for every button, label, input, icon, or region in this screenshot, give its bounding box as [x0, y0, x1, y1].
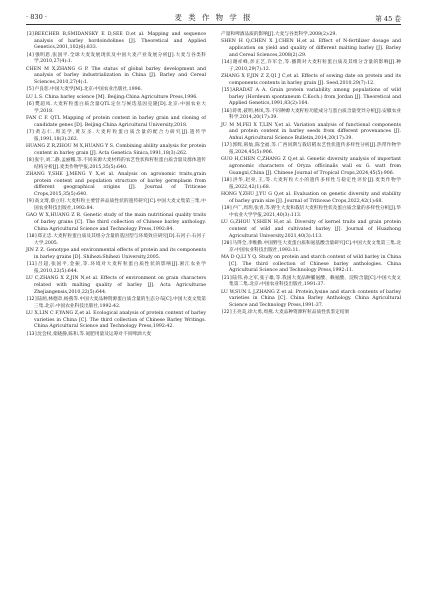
reference-entry [221, 39, 401, 59]
reference-entry [221, 123, 401, 143]
reference-entry [26, 130, 206, 143]
reference-number: [5] [26, 87, 35, 93]
reference-entry [221, 157, 401, 177]
reference-entry [221, 276, 401, 289]
reference-entry [26, 248, 206, 261]
reference-entry [221, 192, 401, 205]
reference-text: JIN Z Z. Genotype and environmental effects of protein and its components in barley grains [D]. Shihezi:Shihezi University,2005. [26, 248, 206, 260]
reference-entry [26, 87, 206, 94]
reference-entry [26, 144, 206, 157]
reference-number: [21] [221, 275, 233, 281]
reference-entry [26, 172, 206, 199]
reference-text: FAN C F. QTL Mapping of protein content in barley grain and cloning of candidate genes [D]. Beijing:China Agricultural University,2018. [26, 116, 206, 128]
reference-text: HUANG Z R,ZHOU M X,HUANG Y S. Combining ability analysis for protein content in barley grain [J]. Acta Genetica Sinica,1991,18(3):262. [26, 144, 206, 156]
reference-number: [14] [221, 60, 233, 65]
reference-entry [26, 102, 206, 115]
reference-number: [13] [26, 331, 38, 337]
reference-column-left [26, 32, 206, 339]
journal-title: 麦 类 作 物 学 报 [174, 13, 253, 22]
reference-text: 吕超,张国平,金振,等.环境对大麦籽粒蛋白质性状的影响[J].浙江农业学报,2010,22(5):644. [34, 262, 206, 274]
reference-number: [9] [26, 199, 35, 205]
reference-text: 马得全,李维勤.中国野生大麦蛋白质和氨基酸含量研究[C].中国大麦文集第三集.北京:中国农业科技出版社,1992:11. [229, 240, 401, 253]
reference-text: GAO W X,HUANG Z R. Genetic study of the main nutritional quality traits of barley grains [C]. The third collection of Chinese barley anthology. China Agricultural Science and Technology Press,1992:84. [26, 213, 206, 232]
reference-text: LU G,ZHOU Y,SHEN H,et al. Diversity of kernel traits and grain protein content of wild and cultivated barley [J]. Journal of Huazhong Agricultural University,2021,40(3):113. [221, 220, 401, 239]
reference-entry [26, 262, 206, 275]
reference-text: ZHANG X F,JIN Z Z,QI J C,et al. Effects of sowing date on protein and its components contents in barley grain [J]. Seed,2010,29(7):12. [221, 74, 401, 86]
reference-number: [17] [221, 143, 233, 149]
reference-text: BEECHER B,SMIDANSKY E D,SEE D,et al. Mapping and sequence analysis of barley hordoindolines [J]. Theoretical and Applied Genetics,2001,102(6):833. [34, 32, 206, 51]
reference-column-right [221, 32, 401, 318]
reference-entry [221, 220, 401, 240]
reference-entry [26, 332, 206, 339]
reference-text: 陆伟,孙之军,张子雄,等.我国大麦品种脯氨酸、赖氨酸、淀粉含量[C].中国大麦文集第二集.北京:中国农业科技出版社,1991:37. [229, 275, 401, 288]
reference-text: 郭辉,韩灿,陈全福,等.广西同期与栽培稻农艺性状遗传多样性分析[J].热带作物学报,2024,45(5):906. [229, 143, 401, 156]
reference-text: HONG Y,ZHU J,YU G Q,et al. Evaluation on genetic diversity and stability of barley grain size [J]. Journal of Triticeae Crops,2022,42(1):68. [221, 192, 401, 204]
reference-entry [221, 32, 401, 39]
reference-text: JU M M,FEI X T,LIN Y,et al. Variation analysis of functional components and protein content in barley seeds from different provenances [J]. Anhui Agricultural Science Bulletin,2014,20(17):39. [221, 122, 401, 142]
reference-entry [221, 241, 401, 254]
reference-text: SHEN H Q,CHEN X J,CHEN H,et al. Effect of N-fertilizer dosage and application on yield and quality of different malting barley [J]. Barley and Cereal Sciences,2008(2):29. [221, 39, 401, 58]
reference-text: 郑正忠.大麦籽粒蛋白质及其组分含量的基因型与环境效应研究[D].石河子:石河子大学,2005. [34, 234, 206, 246]
reference-entry [221, 310, 401, 317]
reference-entry [221, 290, 401, 310]
reference-text: ZHANG Y,SHE J,MENG Y X,et al. Analysis on agronomic traits,grain protein content and population structure of barley germplasm from different geographical origins [J]. Journal of Triticeae Crops,2015,35(5):640. [26, 172, 206, 198]
reference-text: 陆炳,林德章,杨燕等.中国大麦品种资源蛋白质含量的生态分布[C].中国大麦文集第三集.北京:中国农业科技出版社,1992:42. [34, 296, 206, 309]
reference-entry [26, 158, 206, 171]
reference-number: [20] [221, 240, 233, 246]
reference-text: CHEN M X,ZHANG G P. The status of global barley development and analysis of barley industrialization in China [J]. Barley and Cereal Sciences,2010,27(4):1. [26, 66, 206, 86]
reference-text: 卢良恕.中国大麦学[M].北京:中国农业出版社,1996. [34, 87, 143, 93]
reference-entry [221, 109, 401, 122]
reference-entry [26, 276, 206, 296]
reference-text: 卢广,周玥,张青,等.野生大麦和栽培大麦籽粒性状及蛋白质含量的多样性分析[J].华中农业大学学报,2021,40(3):113. [229, 206, 401, 218]
reference-entry [26, 311, 206, 331]
reference-text: 沈会权,栾晓静,陈和,等.氮肥用量及运筹对不同啤酒大麦 [37, 331, 152, 337]
reference-number: [15] [221, 88, 233, 93]
reference-number: [16] [221, 108, 233, 114]
reference-entry [221, 206, 401, 219]
reference-entry [26, 297, 206, 310]
reference-text: 黄志仁,周美学,黄友圣.大麦籽粒蛋白质含量的配合力研究[J].遗传学报,1991,18(3):262. [34, 130, 206, 142]
reference-entry [221, 88, 401, 108]
reference-text: 王亮美,徐大勇,周燕.大麦品种资源籽粒品质性状鉴定结果 [232, 310, 350, 316]
reference-entry [26, 199, 206, 212]
reference-text: 张宇,刘二静,孟丽娜,等.不同来源大麦材料的农艺性状和籽粒蛋白质含量及群体遗传结构分析[J].麦类作物学报,2015,35(5):640. [34, 158, 206, 170]
reference-text: LU W,SUN L J,ZHANG Z et al. Protein,lysine and starch contents of barley varieties in China [C]. China Barley Anthology. China Agricultural Science and Technology Press,1991:37. [221, 289, 401, 308]
reference-entry [221, 143, 401, 156]
reference-text: MA D Q,LI Y Q. Study on protein and starch content of wild barley in China [C]. The third collection of Chinese barley anthologies. China Agricultural Science and Technology Press,1992:11. [221, 254, 401, 274]
volume-label: 第 45 卷 [375, 15, 401, 23]
reference-entry [26, 95, 206, 102]
reference-number: [10] [26, 234, 38, 240]
reference-text: LU L S. China barley science [M]. Beijing:China Agriculture Press,1996. [26, 94, 198, 100]
reference-text: LU X,LIN C F,YANG Z,et al. Ecological analysis of protein content of barley varieties in China [C]. The third collection of Chinese Barley Writings. China Agricultural Science and Technology Press,1992:42. [26, 310, 206, 330]
reference-number: [19] [221, 206, 233, 212]
page-number: · 830 · [26, 13, 47, 21]
running-header [26, 12, 401, 25]
reference-entry [26, 67, 206, 87]
reference-entry [26, 53, 206, 66]
reference-text: 产量和啤酒品质的影响[J].大麦与谷类科学,2008(2):29. [221, 32, 337, 37]
reference-number: [4] [26, 52, 35, 58]
reference-number: [22] [221, 310, 233, 316]
reference-text: 蒋勇,聂明,林凤,等.不同种源大麦籽粒功能成分与蛋白质含量变异分析[J].安徽农业科学,2014,20(17):39. [229, 108, 401, 121]
reference-text: LU C,ZHANG X Z,JIN N,et al. Effects of environment on grain characters related with malting quality of barley [J]. Acta Agriculturae Zhejiangensis,2010,22(5):644. [26, 276, 206, 295]
reference-number: [8] [26, 158, 35, 163]
reference-number: [11] [26, 262, 38, 268]
reference-entry [26, 116, 206, 129]
reference-number: [6] [26, 102, 35, 107]
reference-entry [26, 32, 206, 52]
reference-text: ARADAT A A. Grain protein variability among populations of wild barley (Hordeum spontaneum C.Koch.) from Jordan [J]. Theoretical and Applied Genetics,1991,83(2):164. [229, 88, 401, 107]
reference-number: [3] [26, 32, 35, 37]
reference-entry [221, 255, 401, 275]
reference-entry [221, 60, 401, 73]
reference-entry [221, 178, 401, 191]
reference-entry [26, 234, 206, 247]
reference-text: 高文琦,蔡立旺.大麦籽粒主要营养品质性状的遗传研究[C].中国大麦文集第三集.中国农业科技出版社,1992:84. [34, 199, 206, 212]
reference-number: [12] [26, 296, 38, 302]
reference-number: [18] [221, 178, 233, 184]
reference-text: 强明恩,张国平.全球大麦发展现状及中国大麦产业发展分析[J].大麦与谷类科学,2010,27(4):1. [34, 52, 206, 65]
reference-number: [7] [26, 130, 35, 135]
reference-text: 洪华,赵亮,王,等.大麦籽粒大小的遗传多样性与稳定性评价[J].麦类作物学报,2022,42(1):68. [229, 178, 401, 190]
reference-text: GUO H,CHEN C,ZHANG Z Q,et al. Genetic diversity analysis of important agronomic characters of Oryza officinalis wall ex G. watt from Guangxi,China [J]. Chinese Journal of Tropical Crops,2024,45(5):906. [221, 157, 401, 176]
reference-text: 谢祥峰,彭正艺,许军全,等.播期对大麦籽粒蛋白质及其组分含量的影响[J].种子,2010,29(7):12. [229, 60, 401, 72]
reference-entry [26, 213, 206, 233]
reference-text: 樊超凤.大麦籽粒蛋白质含量QTL定位与候选基因克隆[D].北京:中国农业大学,2018. [34, 102, 206, 114]
reference-entry [221, 74, 401, 87]
